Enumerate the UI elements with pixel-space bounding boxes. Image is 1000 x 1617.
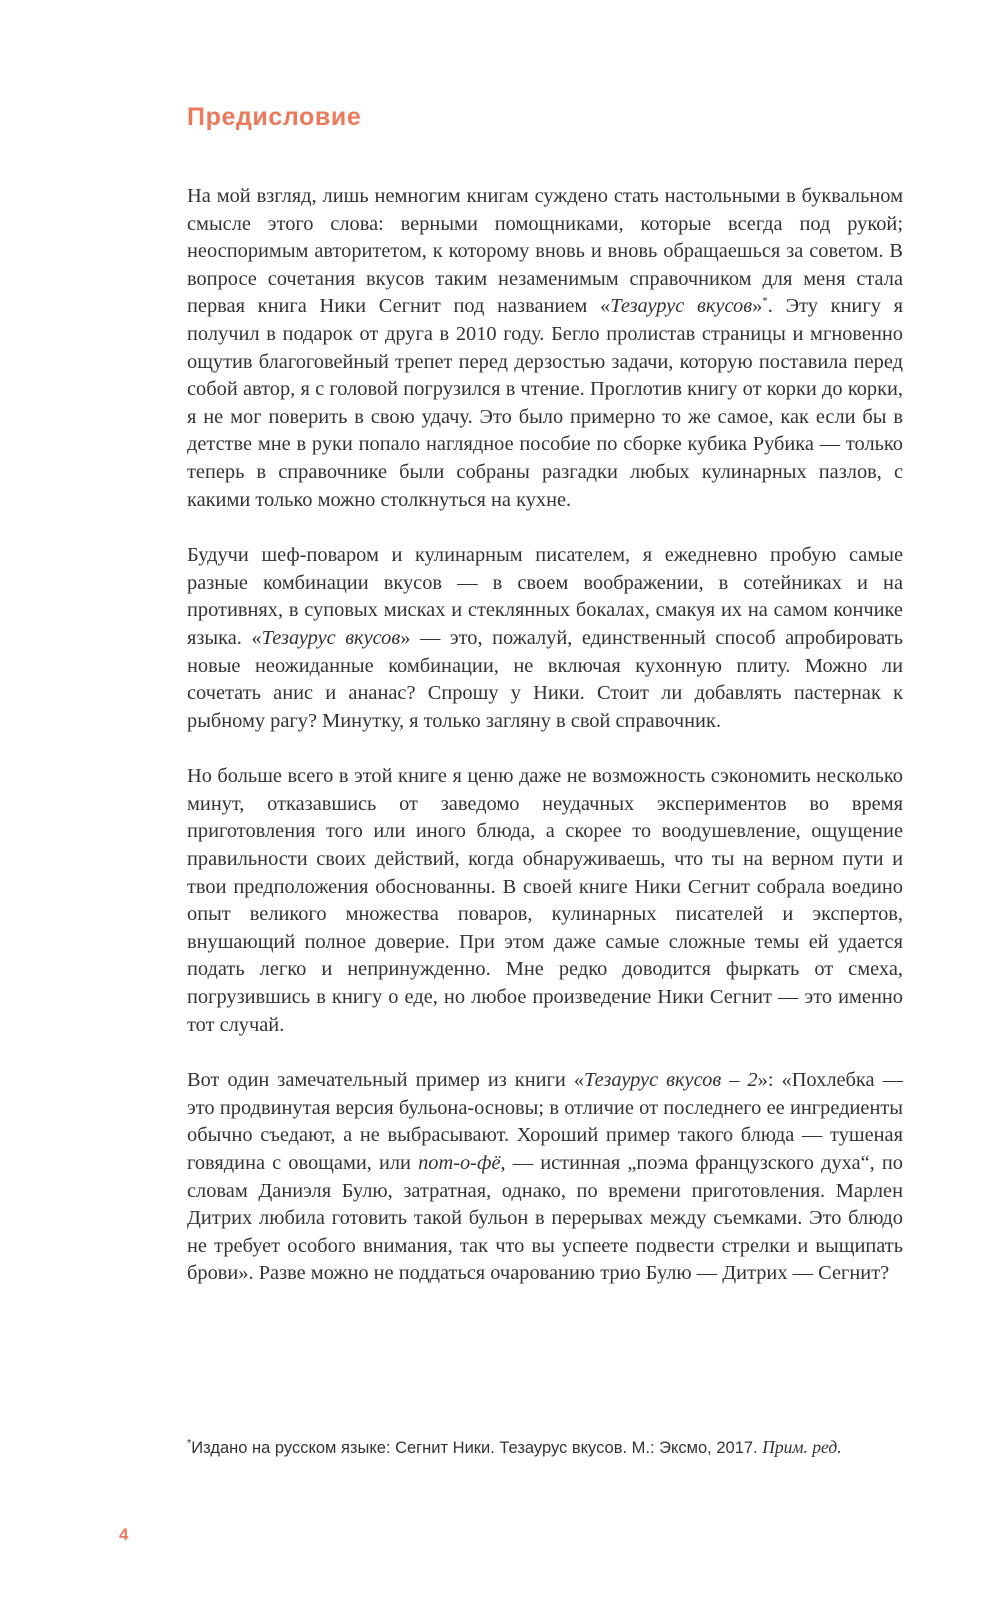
footnote-editor-note: Прим. ред. bbox=[762, 1437, 842, 1457]
dish-name-italic: пот-о-фё bbox=[418, 1152, 501, 1174]
book-title-italic: Тезаурус вкусов – 2 bbox=[584, 1069, 758, 1092]
book-title-italic: Тезаурус вкусов bbox=[261, 626, 401, 649]
paragraph-1-text-a: На мой взгляд, лишь немногим книгам суждено стать настольными в буквальном смысле этого слова: верными помощниками, которые всегда под рукой; неоспоримым авторитетом, к которому вновь и вновь обращаешься за советом. В вопросе сочетания вкусов таким незаменимым справочником для меня стала первая книга Ники Сегнит под названием « bbox=[187, 185, 903, 318]
paragraph-2-text-b: » — это, пожалуй, единственный способ апробировать новые неожиданные комбинации, не включая кухонную плиту. Можно ли сочетать анис и ананас? Спрошу у Ники. Стоит ли добавлять пастернак к рыбному рагу? Минутку, я только загляну в свой справочник. bbox=[187, 626, 903, 732]
page-heading: Предисловие bbox=[187, 103, 362, 131]
paragraph-4-text-b: »: «Похлебка — это продвинутая версия бульона-основы; в отличие от последнего ее ингредиенты обычно съедают, а не выбрасывают. Хороший пример такого блюда — тушеная говядина с овощами, или bbox=[187, 1069, 903, 1174]
preface-body bbox=[187, 183, 903, 1316]
paragraph-4 bbox=[187, 1067, 903, 1288]
paragraph-1-text-b: » bbox=[752, 295, 763, 318]
footnote-text: Издано на русском языке: Сегнит Ники. Тезаурус вкусов. М.: Эксмо, 2017. bbox=[191, 1439, 763, 1457]
paragraph-2 bbox=[187, 542, 903, 735]
paragraph-3-text: Но больше всего в этой книге я ценю даже не возможность сэкономить несколько минут, отказавшись от заведомо неудачных экспериментов во время приготовления того или иного блюда, а скорее то воодушевление, ощущение правильности своих действий, когда обнаруживаешь, что ты на верном пути и твои предположения обоснованны. В своей книге Ники Сегнит собрала воедино опыт великого множества поваров, кулинарных писателей и экспертов, внушающий полное доверие. При этом даже самые сложные темы ей удается подать легко и непринужденно. Мне редко доводится фыркать от смеха, погрузившись в книгу о еде, но любое произведение Ники Сегнит — это именно тот случай. bbox=[187, 765, 903, 1036]
paragraph-3 bbox=[187, 763, 903, 1039]
paragraph-1 bbox=[187, 183, 903, 514]
paragraph-2-text-a: Будучи шеф-поваром и кулинарным писателем, я ежедневно пробую самые разные комбинации вкусов — в своем воображении, в сотейниках и на противнях, в суповых мисках и стеклянных бокалах, смакуя их на самом кончике языка. « bbox=[187, 544, 903, 649]
paragraph-4-text-c: , — истинная „поэма французского духа“, по словам Даниэля Булю, затратная, однако, по времени приготовления. Марлен Дитрих любила готовить такой бульон в перерывах между съемками. Это блюдо не требует особого внимания, так что вы успеете подвести стрелки и выщипать брови». Разве можно не поддаться очарованию трио Булю — Дитрих — Сегнит? bbox=[187, 1152, 903, 1285]
paragraph-4-text-a: Вот один замечательный пример из книги « bbox=[187, 1069, 585, 1092]
page-number: 4 bbox=[119, 1525, 129, 1544]
paragraph-1-text-c: . Эту книгу я получил в подарок от друга в 2010 году. Бегло пролистав страницы и мгновенно ощутив благоговейный трепет перед дерзостью задачи, которую поставила перед собой автор, я с головой погрузился в чтение. Проглотив книгу от корки до корки, я не мог поверить в свою удачу. Это было примерно то же самое, как если бы в детстве мне в руки попало наглядное пособие по сборке кубика Рубика — только теперь в справочнике были собраны разгадки любых кулинарных пазлов, с какими только можно столкнуться на кухне. bbox=[187, 295, 904, 511]
footnote-mark: * bbox=[187, 1437, 192, 1450]
book-title-italic: Тезаурус вкусов bbox=[610, 295, 753, 318]
footnote bbox=[187, 1436, 903, 1459]
footnote-reference: * bbox=[762, 295, 768, 308]
